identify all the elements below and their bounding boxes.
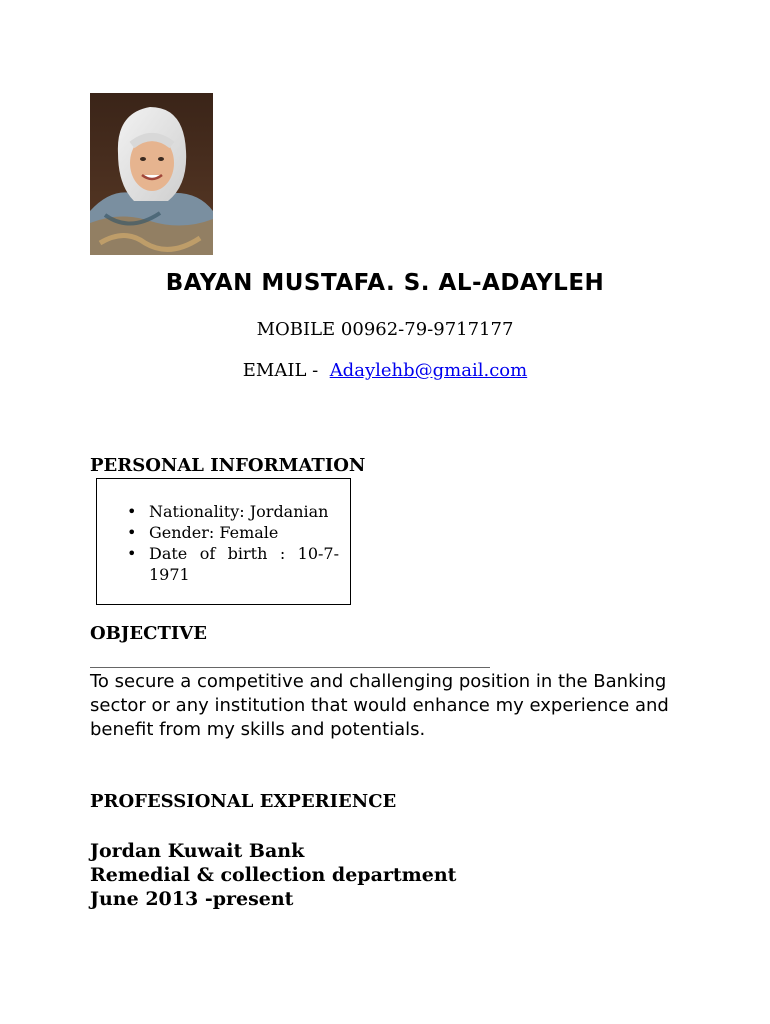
- email-link[interactable]: Adaylehb@gmail.com: [329, 360, 528, 381]
- personal-info-box: [96, 478, 351, 605]
- objective-divider: __________________________________________________: [90, 649, 490, 668]
- mobile-line: MOBILE 00962-79-9717177: [256, 319, 514, 340]
- bullet-icon: •: [127, 523, 137, 542]
- candidate-name: BAYAN MUSTAFA. S. AL-ADAYLEH: [165, 270, 605, 296]
- email-line: [0, 360, 770, 381]
- objective-title: OBJECTIVE: [90, 623, 207, 644]
- employment-period: June 2013 -present: [90, 888, 294, 910]
- department-name: Remedial & collection department: [90, 864, 457, 886]
- email-label: EMAIL -: [242, 360, 330, 381]
- list-item: [121, 501, 339, 522]
- nationality-item: Nationality: Jordanian: [149, 502, 329, 521]
- profile-photo: [90, 93, 213, 255]
- gender-item: Gender: Female: [149, 523, 279, 542]
- experience-entry: [90, 839, 456, 911]
- portrait-photo-icon: [90, 93, 213, 255]
- experience-title: PROFESSIONAL EXPERIENCE: [90, 791, 397, 812]
- personal-info-title: PERSONAL INFORMATION: [90, 455, 366, 476]
- objective-text: To secure a competitive and challenging position in the Banking sector or any institution that would enhance my experience and benefit from my skills and potentials.: [90, 671, 669, 740]
- list-item: [121, 522, 339, 543]
- birth-date-item: Date of birth : 10-7-1971: [149, 544, 339, 584]
- employer-name: Jordan Kuwait Bank: [90, 840, 305, 862]
- bullet-icon: •: [127, 502, 137, 521]
- list-item: [121, 543, 339, 585]
- bullet-icon: •: [127, 544, 137, 563]
- personal-info-list: [121, 501, 339, 585]
